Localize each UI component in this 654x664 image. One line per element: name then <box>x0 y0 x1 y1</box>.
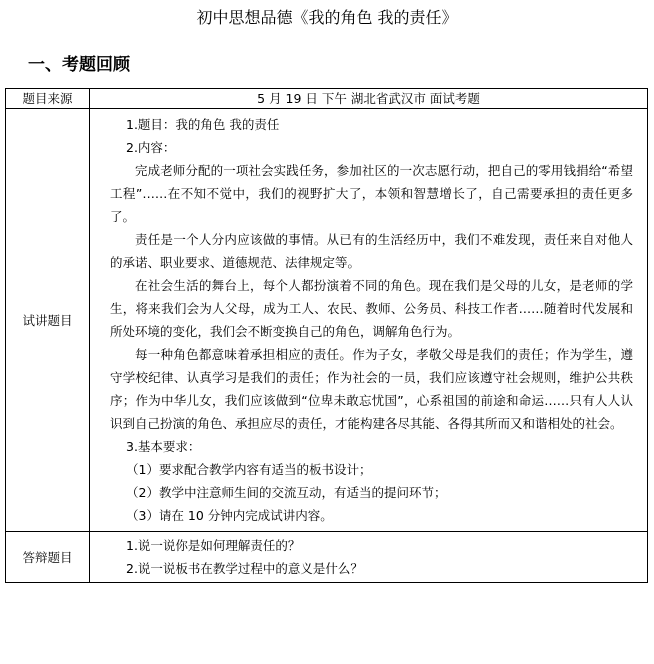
trial-topic: 1.题目：我的角色 我的责任 <box>126 117 280 132</box>
answer-label: 答辩题目 <box>6 532 90 583</box>
answer-content <box>90 532 648 583</box>
requirements-title: 3.基本要求： <box>126 439 201 454</box>
source-value: 5 月 19 日 下午 湖北省武汉市 面试考题 <box>90 89 648 109</box>
trial-label: 试讲题目 <box>6 109 90 532</box>
requirement-item: （1）要求配合教学内容有适当的板书设计； <box>126 462 372 477</box>
content-paragraph: 完成老师分配的一项社会实践任务，参加社区的一次志愿行动，把自己的零用钱捐给“希望工程”……在不知不觉中，我们的视野扩大了，本领和智慧增长了，自己需要承担的责任更多了。 <box>110 163 633 224</box>
answer-row <box>6 532 648 583</box>
section-heading: 一、考题回顾 <box>28 55 130 75</box>
trial-row <box>6 109 648 532</box>
requirement-item: （2）教学中注意师生间的交流互动，有适当的提问环节； <box>126 485 447 500</box>
exam-table <box>5 88 648 583</box>
content-paragraph: 责任是一个人分内应该做的事情。从已有的生活经历中，我们不难发现，责任来自对他人的承诺、职业要求、道德规范、法律规定等。 <box>110 232 633 270</box>
requirement-item: （3）请在 10 分钟内完成试讲内容。 <box>126 508 333 523</box>
content-paragraph: 每一种角色都意味着承担相应的责任。作为子女，孝敬父母是我们的责任；作为学生，遵守学校纪律、认真学习是我们的责任；作为社会的一员，我们应该遵守社会规则，维护公共秩序；作为中华儿女，我们应该做到“位卑未敢忘忧国”，心系祖国的前途和命运……只有人人认识到自己扮演的角色、承担应尽的责任，才能构建各尽其能、各得其所而又和谐相处的社会。 <box>110 347 633 431</box>
answer-question: 1.说一说你是如何理解责任的？ <box>126 538 301 553</box>
answer-question: 2.说一说板书在教学过程中的意义是什么？ <box>126 561 363 576</box>
trial-content-heading: 2.内容： <box>126 140 176 155</box>
content-paragraph: 在社会生活的舞台上，每个人都扮演着不同的角色。现在我们是父母的儿女，是老师的学生，将来我们会为人父母，成为工人、农民、教师、公务员、科技工作者……随着时代发展和所处环境的变化，我们会不断变换自己的角色，调解角色行为。 <box>110 278 633 339</box>
source-row <box>6 89 648 109</box>
trial-content <box>90 109 648 532</box>
source-label: 题目来源 <box>6 89 90 109</box>
document-title: 初中思想品德《我的角色 我的责任》 <box>196 8 458 27</box>
